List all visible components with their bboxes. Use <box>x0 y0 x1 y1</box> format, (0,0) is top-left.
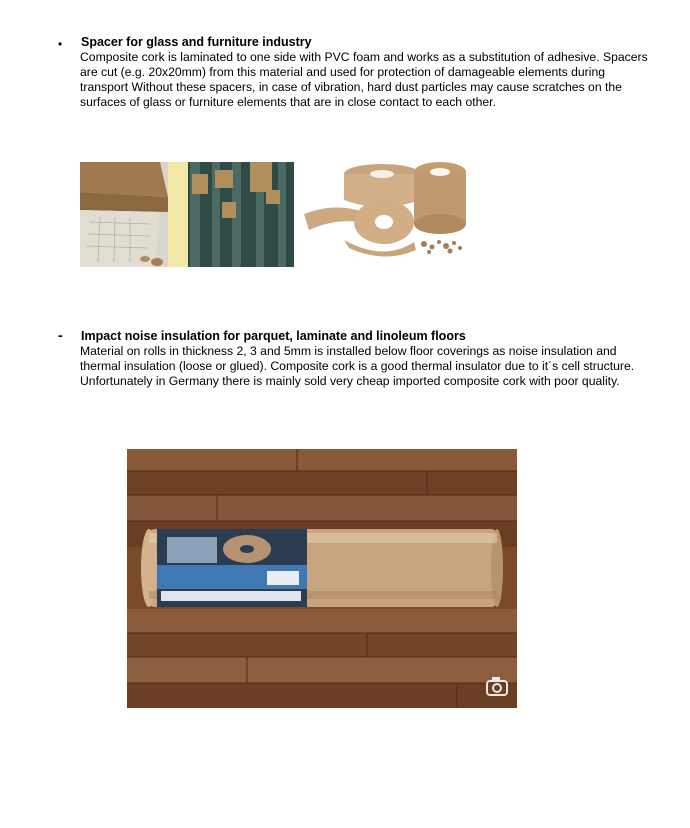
cork-tape-rolls-photo <box>304 152 470 264</box>
section-impact-noise <box>58 328 658 408</box>
section-heading: Spacer for glass and furniture industry <box>81 35 312 49</box>
section-spacer <box>58 34 658 134</box>
bullet: • <box>58 37 63 51</box>
section-body: Composite cork is laminated to one side with PVC foam and works as a substitution of adhesive. Spacers are cut (e.g. 20x20mm) from this material and used for protection of damageable elements during transport Without these spacers, in case of vibration, hard dust particles may cause scratches on the surfaces of glass or furniture elements that are in close contact to each other. <box>80 50 648 109</box>
cork-underlay-roll-on-wood-floor-photo <box>127 449 517 708</box>
bullet: - <box>58 327 63 343</box>
cork-spacer-roll-and-glass-photo <box>80 162 294 267</box>
section-body: Material on rolls in thickness 2, 3 and 5mm is installed below floor coverings as noise insulation and thermal insulation (loose or glued). Composite cork is a good thermal insulator due to it´s cell structure. Unfortunately in Germany there is mainly sold very cheap imported composite cork with poor quality. <box>80 344 635 388</box>
section-heading: Impact noise insulation for parquet, laminate and linoleum floors <box>81 329 466 343</box>
